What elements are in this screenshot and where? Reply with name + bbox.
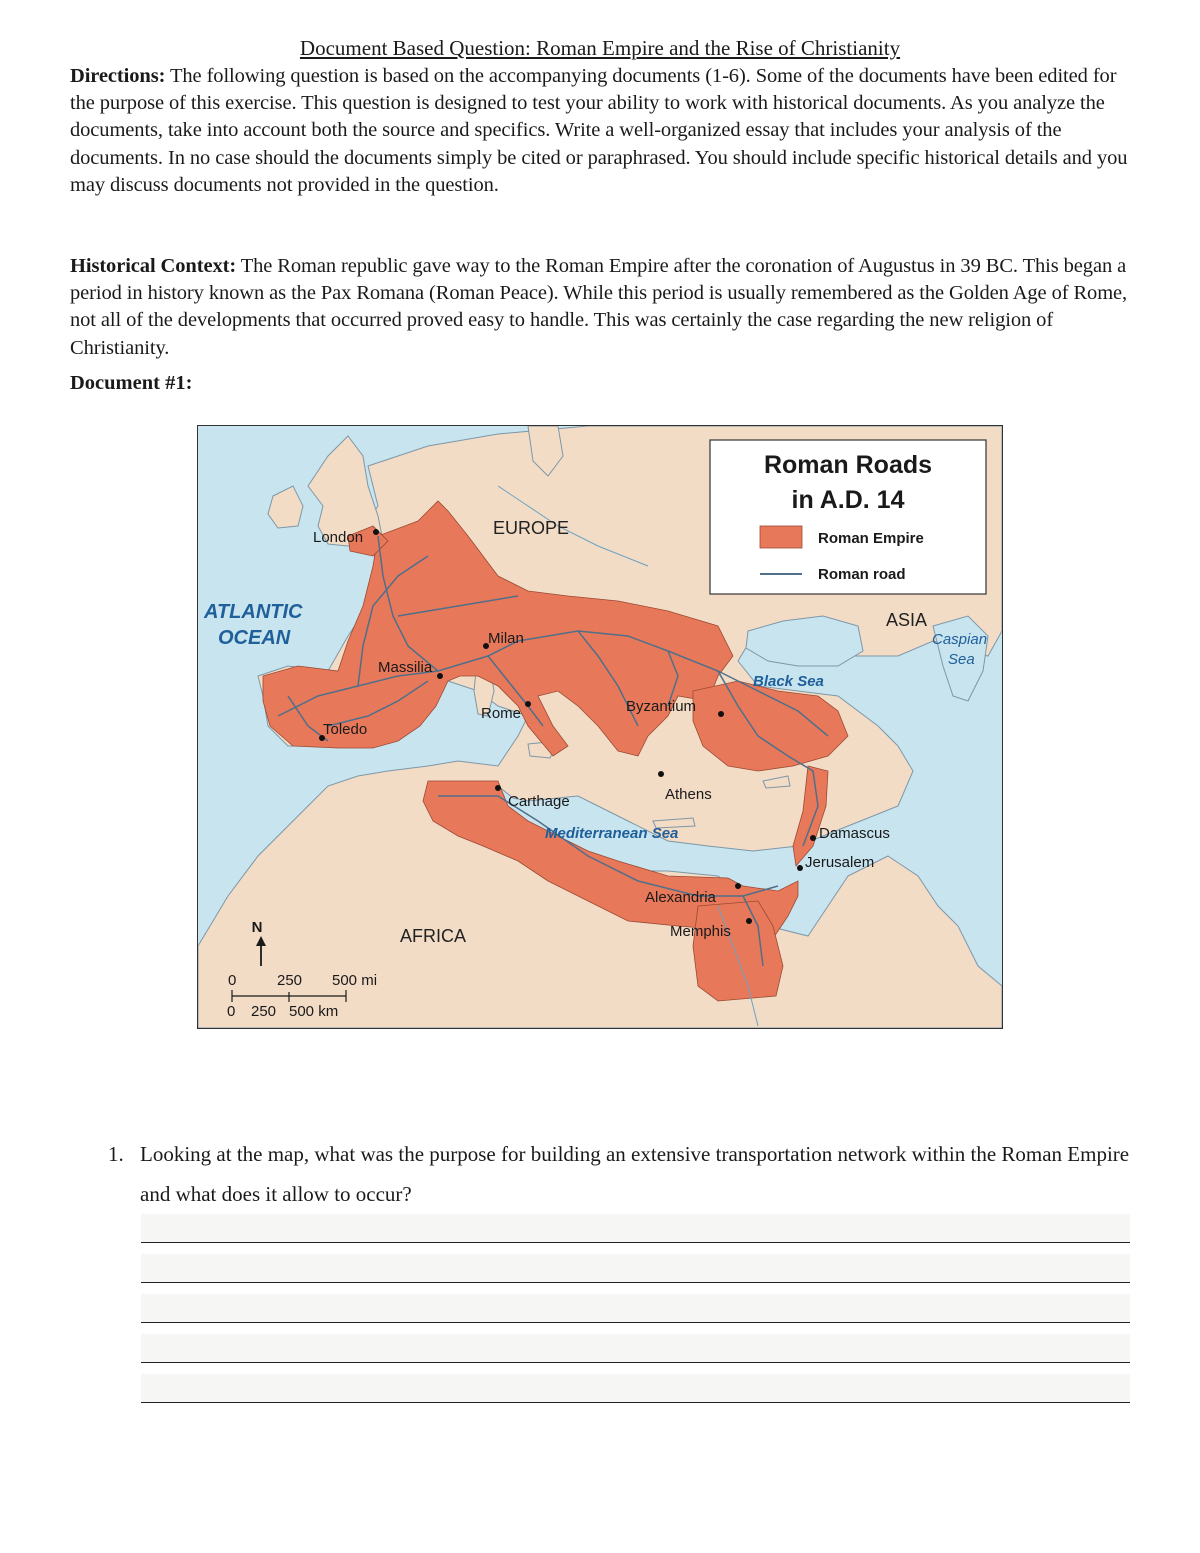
city-label-jerusalem: Jerusalem [805, 854, 875, 871]
city-label-massilia: Massilia [378, 659, 433, 676]
city-dot-memphis [746, 918, 752, 924]
directions-label: Directions: [70, 65, 166, 87]
label-black-sea: Black Sea [753, 673, 824, 690]
historical-context-paragraph [70, 253, 1130, 362]
label-europe: EUROPE [493, 518, 570, 538]
question-text: Looking at the map, what was the purpose for building an extensive transportation network within the Roman Empire and what does it allow to occur? [140, 1142, 1130, 1206]
legend-empire-label: Roman Empire [818, 530, 924, 547]
legend-title-line2: in A.D. 14 [791, 486, 905, 514]
question-number: 1. [108, 1142, 124, 1166]
answer-line-1[interactable] [141, 1214, 1130, 1243]
legend-empire-swatch [760, 526, 802, 548]
answer-line-2[interactable] [141, 1254, 1130, 1283]
city-dot-jerusalem [797, 865, 803, 871]
city-label-carthage: Carthage [508, 793, 570, 810]
scale-km-0: 0 [227, 1003, 236, 1020]
city-label-london: London [313, 529, 364, 546]
city-label-milan: Milan [488, 630, 524, 647]
city-dot-london [373, 529, 379, 535]
document-heading: Document #1: [70, 372, 193, 394]
city-dot-athens [658, 771, 664, 777]
directions-paragraph [70, 63, 1130, 199]
label-caspian-sea: Sea [948, 651, 975, 668]
map-svg [198, 426, 1002, 1028]
scale-km-500: 500 km [289, 1003, 339, 1020]
city-label-rome: Rome [481, 705, 522, 722]
legend-road-label: Roman road [818, 566, 906, 583]
label-atlantic: ATLANTIC [204, 601, 303, 623]
answer-line-3[interactable] [141, 1294, 1130, 1323]
city-dot-byzantium [718, 711, 724, 717]
city-label-alexandria: Alexandria [645, 889, 716, 906]
label-caspian: Caspian [932, 631, 988, 648]
city-dot-massilia [437, 673, 443, 679]
label-ocean: OCEAN [218, 627, 291, 649]
legend-title-line1: Roman Roads [763, 451, 933, 479]
page-title: Document Based Question: Roman Empire and the Rise of Christianity [299, 36, 901, 60]
city-dot-rome [525, 701, 531, 707]
directions-text: The following question is based on the accompanying documents (1-6). Some of the documents have been edited for the purpose of this exercise. This question is designed to test your ability to work with historical documents. As you analyze the documents, take into account both the source and specifics. Write a well-organized essay that includes your analysis of the documents. In no case should the documents simply be cited or paraphrased. You should include specific historical details and you may discuss documents not provided in the question. [70, 65, 1128, 196]
city-label-athens: Athens [665, 786, 712, 803]
label-asia: ASIA [886, 610, 928, 630]
answer-line-5[interactable] [141, 1374, 1130, 1403]
label-africa: AFRICA [400, 926, 467, 946]
scale-km-250: 250 [251, 1003, 277, 1020]
city-dot-carthage [495, 785, 501, 791]
compass-letter: N [251, 919, 263, 936]
city-label-damascus: Damascus [819, 825, 890, 842]
answer-line-4[interactable] [141, 1334, 1130, 1363]
question-1 [108, 1134, 1138, 1214]
city-label-byzantium: Byzantium [626, 698, 697, 715]
label-mediterranean-sea: Mediterranean Sea [545, 825, 679, 842]
city-dot-alexandria [735, 883, 741, 889]
scale-mi-250: 250 [277, 972, 303, 989]
roman-roads-map [197, 425, 1003, 1029]
scale-mi-0: 0 [228, 972, 237, 989]
city-dot-damascus [810, 835, 816, 841]
city-label-toledo: Toledo [323, 721, 368, 738]
context-text: The Roman republic gave way to the Roman Empire after the coronation of Augustus in 39 BC. This began a period in history known as the Pax Romana (Roman Peace). While this period is usually remembered as the Golden Age of Rome, not all of the developments that occurred proved easy to handle. This was certainly the case regarding the new religion of Christianity. [70, 255, 1128, 359]
city-label-memphis: Memphis [670, 923, 731, 940]
context-label: Historical Context: [70, 255, 237, 277]
scale-mi-500: 500 mi [332, 972, 378, 989]
